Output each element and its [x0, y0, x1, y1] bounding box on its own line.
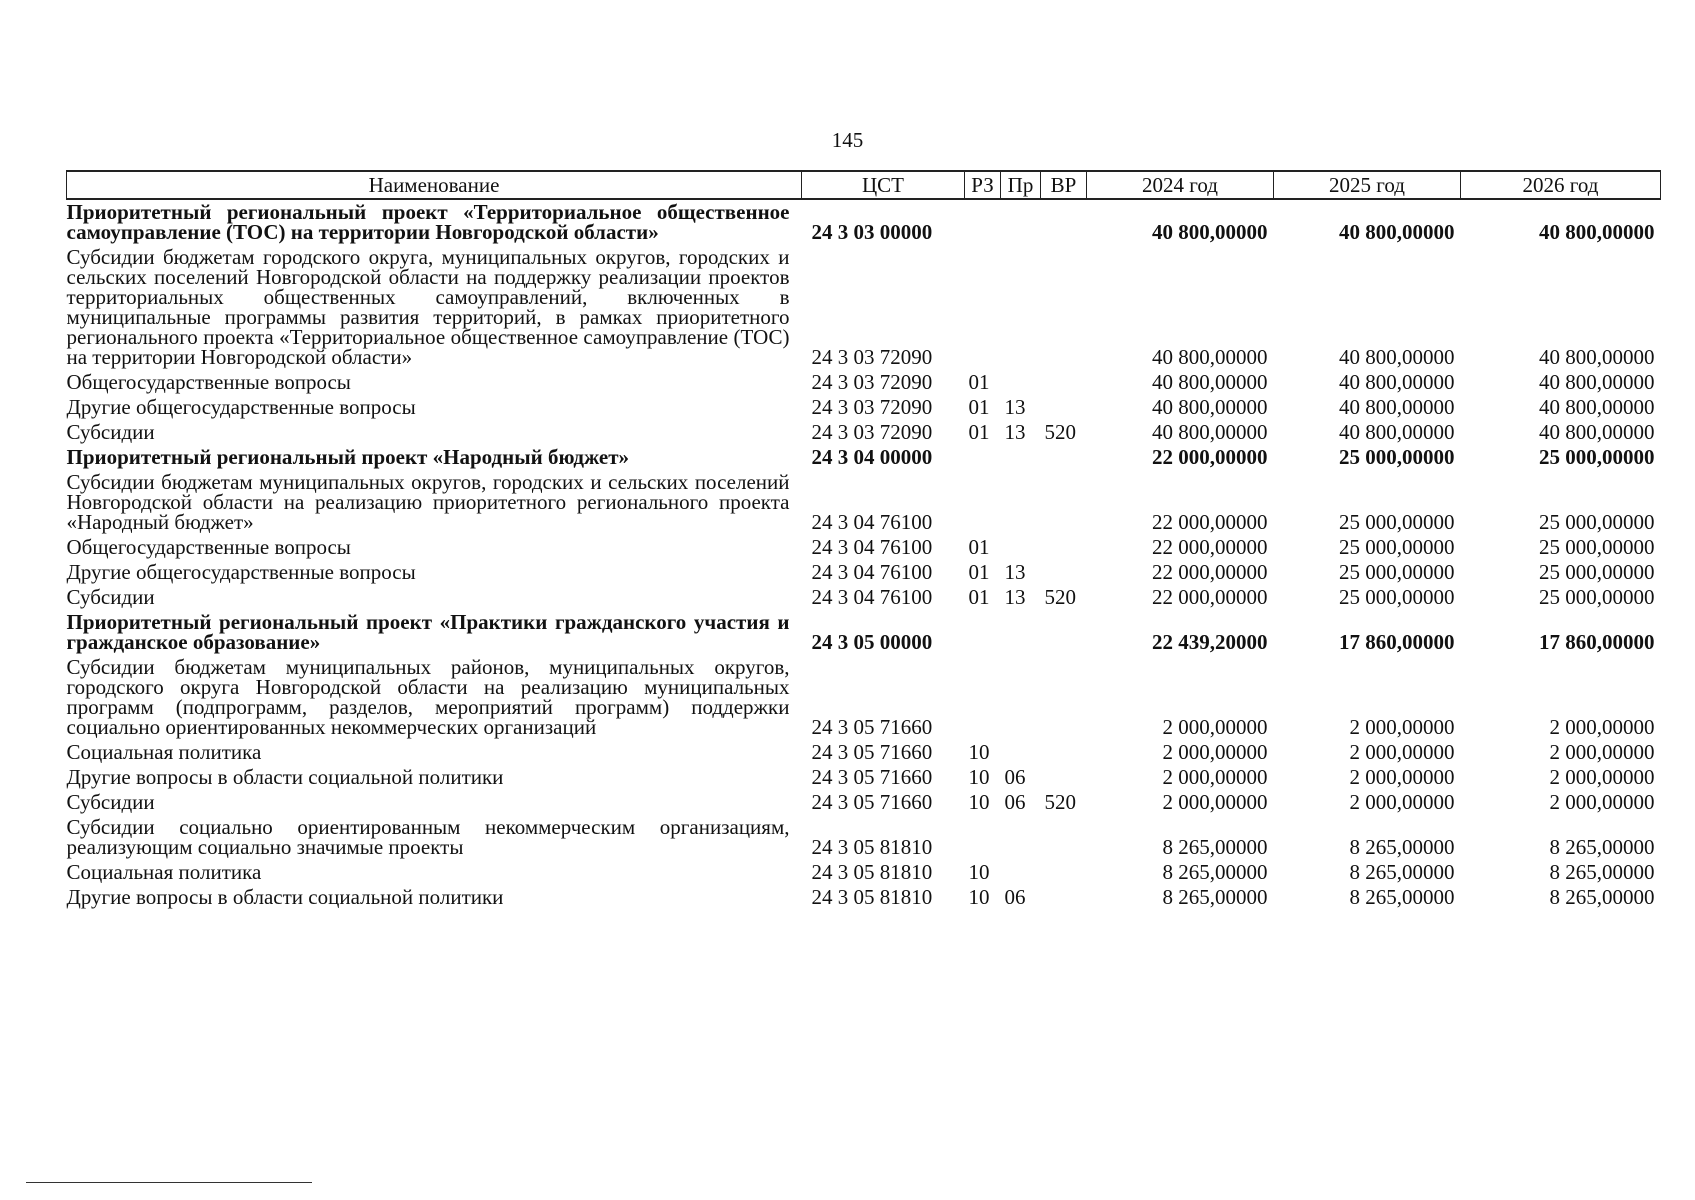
cell-vr: 520	[1044, 420, 1076, 444]
cell-vr: 520	[1044, 790, 1076, 814]
cell-2024: 8 265,00000	[1162, 860, 1268, 884]
table-row	[67, 585, 1661, 610]
cell-pr	[1001, 740, 1041, 765]
page-number: 145	[831, 128, 864, 152]
cell-2025: 2 000,00000	[1349, 715, 1455, 739]
cell-2025: 8 265,00000	[1349, 885, 1455, 909]
table-row	[67, 740, 1661, 765]
cell-vr	[1041, 655, 1087, 740]
header-pr: Пр	[1001, 171, 1041, 199]
cell-cst: 24 3 03 72090	[811, 420, 933, 444]
header-name: Наименование	[67, 171, 802, 199]
cell-2024: 40 800,00000	[1152, 345, 1268, 369]
table-row	[67, 245, 1661, 370]
cell-name: Приоритетный региональный проект «Народный бюджет»	[66, 445, 630, 469]
cell-rz	[965, 815, 1001, 860]
table-row	[67, 815, 1661, 860]
cell-vr	[1041, 740, 1087, 765]
cell-cst: 24 3 04 76100	[811, 560, 933, 584]
cell-cst: 24 3 05 81810	[811, 835, 933, 859]
cell-vr	[1041, 560, 1087, 585]
cell-cst: 24 3 03 72090	[811, 370, 933, 394]
cell-rz	[965, 199, 1001, 245]
cell-2025: 40 800,00000	[1339, 370, 1455, 394]
budget-table	[66, 170, 1661, 910]
cell-rz: 01	[968, 370, 990, 394]
cell-name: Субсидии бюджетам муниципальных округов, городских и сельских поселений Новгородской области на реализацию приоритетного регионального проекта «Народный бюджет»	[66, 470, 790, 534]
cell-2025: 25 000,00000	[1339, 560, 1455, 584]
cell-name: Другие общегосударственные вопросы	[66, 395, 416, 419]
cell-pr: 13	[1004, 420, 1026, 444]
cell-2025: 8 265,00000	[1349, 860, 1455, 884]
cell-pr	[1001, 655, 1041, 740]
cell-2026: 40 800,00000	[1539, 220, 1655, 244]
cell-2026: 25 000,00000	[1539, 445, 1655, 469]
cell-vr	[1041, 765, 1087, 790]
cell-rz	[965, 245, 1001, 370]
cell-name: Субсидии бюджетам городского округа, муниципальных округов, городских и сельских поселений Новгородской области на поддержку реализации проектов территориальных общественных самоуправлений, включенных в муниципальные программы развития территорий, в рамках приоритетного регионального проекта «Территориальное общественное самоуправление (ТОС) на территории Новгородской области»	[66, 245, 790, 369]
table-row	[67, 445, 1661, 470]
cell-name: Субсидии бюджетам муниципальных районов, муниципальных округов, городского округа Новгородской области на реализацию муниципальных программ (подпрограмм, разделов, мероприятий программ) поддержки социально ориентированных некоммерческих организаций	[66, 655, 790, 739]
header-2024: 2024 год	[1087, 171, 1274, 199]
cell-cst: 24 3 05 71660	[811, 715, 933, 739]
cell-2026: 2 000,00000	[1549, 790, 1655, 814]
footnote-divider	[26, 1182, 312, 1183]
cell-2024: 22 000,00000	[1152, 445, 1268, 469]
cell-2024: 8 265,00000	[1162, 885, 1268, 909]
cell-rz: 10	[968, 765, 990, 789]
cell-rz: 01	[968, 535, 990, 559]
cell-2026: 8 265,00000	[1549, 885, 1655, 909]
header-row	[67, 171, 1661, 199]
table-row	[67, 610, 1661, 655]
cell-vr	[1041, 885, 1087, 910]
cell-pr: 06	[1004, 765, 1026, 789]
cell-2025: 2 000,00000	[1349, 765, 1455, 789]
cell-2024: 40 800,00000	[1152, 420, 1268, 444]
cell-vr	[1041, 445, 1087, 470]
header-2026: 2026 год	[1461, 171, 1661, 199]
cell-pr	[1001, 815, 1041, 860]
cell-name: Общегосударственные вопросы	[66, 535, 351, 559]
table-body	[67, 199, 1661, 910]
cell-cst: 24 3 05 81810	[811, 860, 933, 884]
cell-2026: 2 000,00000	[1549, 715, 1655, 739]
cell-vr	[1041, 370, 1087, 395]
header-cst: ЦСТ	[802, 171, 965, 199]
cell-rz	[965, 610, 1001, 655]
cell-2024: 2 000,00000	[1162, 715, 1268, 739]
table-row	[67, 395, 1661, 420]
cell-name: Субсидии социально ориентированным некоммерческим организациям, реализующим социально значимые проекты	[66, 815, 790, 859]
cell-rz: 01	[968, 420, 990, 444]
header-2025: 2025 год	[1274, 171, 1461, 199]
cell-2024: 2 000,00000	[1162, 790, 1268, 814]
cell-name: Социальная политика	[66, 860, 262, 884]
cell-pr	[1001, 860, 1041, 885]
cell-vr: 520	[1044, 585, 1076, 609]
cell-2026: 17 860,00000	[1539, 630, 1655, 654]
cell-cst: 24 3 04 76100	[811, 535, 933, 559]
cell-rz: 10	[968, 860, 990, 884]
cell-rz: 10	[968, 740, 990, 764]
cell-2025: 25 000,00000	[1339, 585, 1455, 609]
cell-name: Другие общегосударственные вопросы	[66, 560, 416, 584]
cell-cst: 24 3 05 00000	[811, 630, 933, 654]
cell-2026: 2 000,00000	[1549, 765, 1655, 789]
table-row	[67, 199, 1661, 245]
cell-vr	[1041, 535, 1087, 560]
cell-name: Приоритетный региональный проект «Практики гражданского участия и гражданское образование»	[66, 610, 790, 654]
cell-vr	[1041, 815, 1087, 860]
cell-2024: 22 000,00000	[1152, 535, 1268, 559]
cell-2024: 40 800,00000	[1152, 370, 1268, 394]
cell-rz: 10	[968, 885, 990, 909]
table-header	[67, 171, 1661, 199]
cell-2026: 25 000,00000	[1539, 535, 1655, 559]
cell-2025: 40 800,00000	[1339, 420, 1455, 444]
cell-vr	[1041, 245, 1087, 370]
cell-2026: 40 800,00000	[1539, 370, 1655, 394]
cell-pr: 13	[1004, 560, 1026, 584]
cell-vr	[1041, 395, 1087, 420]
cell-2025: 2 000,00000	[1349, 790, 1455, 814]
cell-rz	[965, 655, 1001, 740]
cell-2026: 8 265,00000	[1549, 835, 1655, 859]
cell-pr: 06	[1004, 885, 1026, 909]
cell-cst: 24 3 04 76100	[811, 585, 933, 609]
cell-rz: 01	[968, 585, 990, 609]
cell-2025: 2 000,00000	[1349, 740, 1455, 764]
table-row	[67, 790, 1661, 815]
table-row	[67, 885, 1661, 910]
cell-pr	[1001, 370, 1041, 395]
cell-rz: 01	[968, 395, 990, 419]
cell-2025: 8 265,00000	[1349, 835, 1455, 859]
cell-2026: 8 265,00000	[1549, 860, 1655, 884]
header-vr: ВР	[1041, 171, 1087, 199]
table-row	[67, 420, 1661, 445]
cell-2026: 40 800,00000	[1539, 420, 1655, 444]
cell-2025: 17 860,00000	[1339, 630, 1455, 654]
cell-2026: 40 800,00000	[1539, 345, 1655, 369]
cell-2024: 22 439,20000	[1152, 630, 1268, 654]
cell-2024: 2 000,00000	[1162, 765, 1268, 789]
table-row	[67, 470, 1661, 535]
cell-2025: 25 000,00000	[1339, 445, 1455, 469]
cell-2024: 40 800,00000	[1152, 395, 1268, 419]
cell-rz	[965, 445, 1001, 470]
cell-cst: 24 3 03 72090	[811, 395, 933, 419]
cell-name: Общегосударственные вопросы	[66, 370, 351, 394]
cell-pr	[1001, 535, 1041, 560]
cell-2026: 25 000,00000	[1539, 510, 1655, 534]
cell-name: Субсидии	[66, 585, 155, 609]
header-rz: РЗ	[965, 171, 1001, 199]
cell-2024: 40 800,00000	[1152, 220, 1268, 244]
cell-2026: 40 800,00000	[1539, 395, 1655, 419]
table-row	[67, 860, 1661, 885]
cell-2024: 22 000,00000	[1152, 585, 1268, 609]
cell-cst: 24 3 04 76100	[811, 510, 933, 534]
cell-cst: 24 3 05 71660	[811, 765, 933, 789]
table-row	[67, 560, 1661, 585]
cell-2024: 22 000,00000	[1152, 510, 1268, 534]
cell-cst: 24 3 05 81810	[811, 885, 933, 909]
cell-rz: 01	[968, 560, 990, 584]
cell-2026: 2 000,00000	[1549, 740, 1655, 764]
cell-rz	[965, 470, 1001, 535]
cell-pr	[1001, 245, 1041, 370]
cell-pr: 13	[1004, 395, 1026, 419]
cell-vr	[1041, 610, 1087, 655]
cell-cst: 24 3 05 71660	[811, 740, 933, 764]
cell-pr	[1001, 470, 1041, 535]
cell-name: Другие вопросы в области социальной политики	[66, 885, 504, 909]
cell-2025: 40 800,00000	[1339, 395, 1455, 419]
cell-cst: 24 3 04 00000	[811, 445, 933, 469]
cell-name: Другие вопросы в области социальной политики	[66, 765, 504, 789]
table-row	[67, 535, 1661, 560]
table-row	[67, 370, 1661, 395]
cell-rz: 10	[968, 790, 990, 814]
table-row	[67, 655, 1661, 740]
cell-2026: 25 000,00000	[1539, 585, 1655, 609]
cell-pr: 06	[1004, 790, 1026, 814]
cell-cst: 24 3 03 00000	[811, 220, 933, 244]
cell-pr	[1001, 445, 1041, 470]
cell-pr	[1001, 199, 1041, 245]
cell-2025: 40 800,00000	[1339, 220, 1455, 244]
cell-2025: 25 000,00000	[1339, 510, 1455, 534]
cell-2024: 2 000,00000	[1162, 740, 1268, 764]
cell-2024: 22 000,00000	[1152, 560, 1268, 584]
cell-name: Субсидии	[66, 790, 155, 814]
cell-2025: 40 800,00000	[1339, 345, 1455, 369]
cell-2025: 25 000,00000	[1339, 535, 1455, 559]
cell-pr: 13	[1004, 585, 1026, 609]
cell-2024: 8 265,00000	[1162, 835, 1268, 859]
table-row	[67, 765, 1661, 790]
cell-name: Субсидии	[66, 420, 155, 444]
cell-cst: 24 3 05 71660	[811, 790, 933, 814]
cell-vr	[1041, 199, 1087, 245]
cell-name: Социальная политика	[66, 740, 262, 764]
cell-cst: 24 3 03 72090	[811, 345, 933, 369]
cell-2026: 25 000,00000	[1539, 560, 1655, 584]
cell-vr	[1041, 860, 1087, 885]
cell-vr	[1041, 470, 1087, 535]
cell-pr	[1001, 610, 1041, 655]
cell-name: Приоритетный региональный проект «Территориальное общественное самоуправление (ТОС) на территории Новгородской области»	[66, 200, 790, 244]
